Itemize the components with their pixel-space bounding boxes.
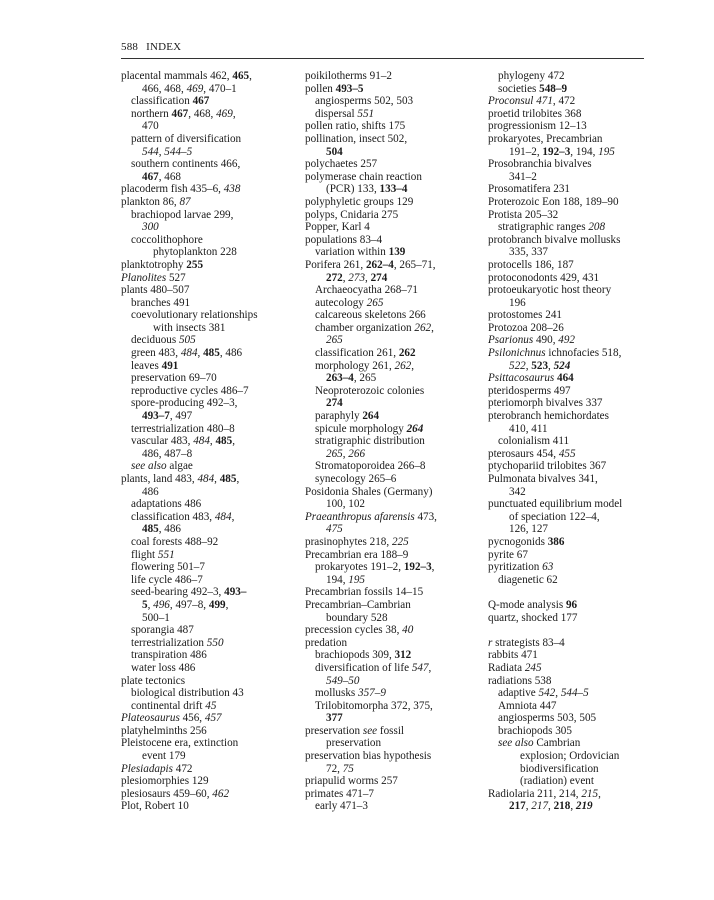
index-line: 485, 486 bbox=[142, 523, 181, 536]
index-line: sporangia 487 bbox=[131, 624, 194, 637]
index-line: 486, 487–8 bbox=[142, 447, 193, 460]
index-line: life cycle 486–7 bbox=[131, 573, 203, 586]
index-line: Prosobranchia bivalves bbox=[488, 158, 592, 171]
index-line: see also algae bbox=[131, 460, 193, 473]
index-line: protoconodonts 429, 431 bbox=[488, 271, 600, 284]
index-line: prokaryotes 191–2, 192–3, bbox=[315, 561, 435, 574]
index-line: plesiosaurs 459–60, 462 bbox=[121, 787, 230, 800]
index-line: 265 bbox=[326, 334, 343, 347]
index-line: pteriomorph bivalves 337 bbox=[488, 397, 603, 410]
index-line: planktotrophy 255 bbox=[121, 258, 204, 271]
index-line: plants 480–507 bbox=[121, 284, 190, 297]
index-line: phytoplankton 228 bbox=[153, 246, 237, 259]
index-line: plesiomorphies 129 bbox=[121, 775, 209, 788]
index-line: mollusks 357–9 bbox=[315, 687, 386, 700]
index-line: 470 bbox=[142, 120, 159, 133]
index-line: Protozoa 208–26 bbox=[488, 321, 564, 334]
index-line: polychaetes 257 bbox=[305, 158, 378, 171]
index-line: 126, 127 bbox=[509, 523, 548, 536]
index-line: radiations 538 bbox=[488, 674, 552, 687]
index-line: r strategists 83–4 bbox=[488, 636, 565, 649]
index-line: colonialism 411 bbox=[498, 435, 570, 448]
index-line: event 179 bbox=[142, 750, 186, 763]
index-line: reproductive cycles 486–7 bbox=[131, 384, 249, 397]
index-line: Plateosaurus 456, 457 bbox=[121, 712, 222, 725]
index-line: stratigraphic ranges 208 bbox=[498, 221, 606, 234]
index-line: classification 467 bbox=[131, 95, 210, 108]
index-line: Posidonia Shales (Germany) bbox=[305, 485, 433, 498]
index-line: spicule morphology 264 bbox=[315, 422, 424, 435]
index-line: preservation bbox=[326, 737, 382, 750]
index-column-2 bbox=[305, 70, 480, 813]
index-line: northern 467, 468, 469, bbox=[131, 107, 236, 120]
index-line: coccolithophore bbox=[131, 233, 203, 246]
index-line: adaptive 542, 544–5 bbox=[498, 687, 589, 700]
index-line: quartz, shocked 177 bbox=[488, 611, 578, 624]
index-line: classification 261, 262 bbox=[315, 347, 416, 360]
index-line: placental mammals 462, 465, bbox=[121, 70, 252, 82]
index-line: biodiversification bbox=[520, 762, 599, 775]
index-line: Proconsul 471, 472 bbox=[488, 95, 576, 108]
index-line: protocells 186, 187 bbox=[488, 258, 574, 271]
index-line: poikilotherms 91–2 bbox=[305, 70, 392, 82]
index-line: pteridosperms 497 bbox=[488, 384, 571, 397]
index-line: with insects 381 bbox=[153, 321, 226, 334]
index-line: punctuated equilibrium model bbox=[488, 498, 623, 511]
index-line: Radiata 245 bbox=[488, 661, 542, 674]
index-line: coal forests 488–92 bbox=[131, 535, 219, 548]
index-line: Plot, Robert 10 bbox=[121, 800, 189, 813]
index-line: preservation 69–70 bbox=[131, 372, 217, 385]
index-line: 486 bbox=[142, 485, 159, 498]
index-line: brachiopod larvae 299, bbox=[131, 208, 234, 221]
index-line: Neoproterozoic colonies bbox=[315, 384, 425, 397]
index-line: 191–2, 192–3, 194, 195 bbox=[509, 145, 615, 158]
index-line: pyrite 67 bbox=[488, 548, 528, 561]
index-line: brachiopods 305 bbox=[498, 724, 572, 737]
index-line: pollen 493–5 bbox=[305, 82, 364, 95]
index-line: primates 471–7 bbox=[305, 787, 374, 800]
index-line: populations 83–4 bbox=[305, 233, 383, 246]
index-line: Psittacosaurus 464 bbox=[488, 372, 574, 385]
index-line: protobranch bivalve mollusks bbox=[488, 233, 621, 246]
index-line: see also Cambrian bbox=[498, 737, 581, 750]
index-line: synecology 265–6 bbox=[315, 473, 397, 485]
index-line: Praeanthropus afarensis 473, bbox=[305, 510, 437, 523]
index-line: pterobranch hemichordates bbox=[488, 410, 609, 423]
index-line: pterosaurs 454, 455 bbox=[488, 447, 576, 460]
index-line: priapulid worms 257 bbox=[305, 775, 398, 788]
index-line: prokaryotes, Precambrian bbox=[488, 132, 603, 145]
index-column-3 bbox=[488, 70, 668, 813]
index-gap bbox=[488, 586, 668, 599]
index-line: prasinophytes 218, 225 bbox=[305, 535, 409, 548]
index-line: Trilobitomorpha 372, 375, bbox=[315, 699, 433, 712]
index-line: water loss 486 bbox=[131, 661, 196, 674]
index-line: preservation see fossil bbox=[305, 724, 405, 737]
index-line: 265, 266 bbox=[326, 447, 366, 460]
index-line: Porifera 261, 262–4, 265–71, bbox=[305, 258, 436, 271]
index-line: (radiation) event bbox=[520, 775, 594, 788]
index-line: flowering 501–7 bbox=[131, 561, 205, 574]
index-line: vascular 483, 484, 485, bbox=[131, 435, 235, 448]
index-line: 549–50 bbox=[326, 674, 360, 687]
index-line: platyhelminths 256 bbox=[121, 724, 207, 737]
index-line: brachiopods 309, 312 bbox=[315, 649, 412, 662]
index-line: Precambrian era 188–9 bbox=[305, 548, 409, 561]
index-line: 274 bbox=[326, 397, 343, 410]
index-line: protoeukaryotic host theory bbox=[488, 284, 612, 297]
index-line: phylogeny 472 bbox=[498, 70, 565, 82]
index-line: branches 491 bbox=[131, 296, 191, 309]
index-line: Pleistocene era, extinction bbox=[121, 737, 239, 750]
index-line: predation bbox=[305, 636, 348, 649]
index-line: morphology 261, 262, bbox=[315, 359, 415, 372]
index-line: protostomes 241 bbox=[488, 309, 562, 322]
index-line: early 471–3 bbox=[315, 800, 368, 813]
index-line: continental drift 45 bbox=[131, 699, 217, 712]
index-line: 341–2 bbox=[509, 170, 537, 183]
index-line: 217, 217, 218, 219 bbox=[509, 800, 593, 813]
index-line: placoderm fish 435–6, 438 bbox=[121, 183, 241, 196]
index-line: seed-bearing 492–3, 493– bbox=[131, 586, 247, 599]
index-line: Proterozoic Eon 188, 189–90 bbox=[488, 195, 619, 208]
index-line: Prosomatifera 231 bbox=[488, 183, 570, 196]
index-line: terrestrialization 550 bbox=[131, 636, 224, 649]
header-title: INDEX bbox=[146, 41, 182, 53]
index-line: angiosperms 502, 503 bbox=[315, 95, 414, 108]
index-line: pycnogonids 386 bbox=[488, 535, 565, 548]
index-line: autecology 265 bbox=[315, 296, 384, 309]
index-line: Q-mode analysis 96 bbox=[488, 598, 578, 611]
index-line: biological distribution 43 bbox=[131, 687, 244, 700]
index-line: chamber organization 262, bbox=[315, 321, 434, 334]
index-line: preservation bias hypothesis bbox=[305, 750, 432, 763]
index-line: ptychopariid trilobites 367 bbox=[488, 460, 607, 473]
index-line: deciduous 505 bbox=[131, 334, 196, 347]
index-line: polyphyletic groups 129 bbox=[305, 195, 414, 208]
index-line: 72, 75 bbox=[326, 762, 354, 775]
index-line: 100, 102 bbox=[326, 498, 365, 511]
index-line: calcareous skeletons 266 bbox=[315, 309, 426, 322]
index-line: polyps, Cnidaria 275 bbox=[305, 208, 399, 221]
index-line: Plesiadapis 472 bbox=[121, 762, 193, 775]
index-line: transpiration 486 bbox=[131, 649, 207, 662]
index-line: (PCR) 133, 133–4 bbox=[326, 183, 408, 196]
index-line: 196 bbox=[509, 296, 526, 309]
index-line: variation within 139 bbox=[315, 246, 406, 259]
index-line: Precambrian–Cambrian bbox=[305, 598, 411, 611]
index-line: Psilonichnus ichnofacies 518, bbox=[488, 347, 622, 360]
index-line: Amniota 447 bbox=[498, 699, 557, 712]
index-line: Precambrian fossils 14–15 bbox=[305, 586, 424, 599]
index-line: precession cycles 38, 40 bbox=[305, 624, 414, 637]
index-line: explosion; Ordovician bbox=[520, 750, 620, 763]
index-line: plankton 86, 87 bbox=[121, 195, 191, 208]
index-column-1 bbox=[121, 70, 291, 813]
index-line: 194, 195 bbox=[326, 573, 365, 586]
index-line: flight 551 bbox=[131, 548, 175, 561]
index-line: Archaeocyatha 268–71 bbox=[315, 284, 419, 297]
index-line: 335, 337 bbox=[509, 246, 548, 259]
index-line: pollination, insect 502, bbox=[305, 132, 408, 145]
index-line: diagenetic 62 bbox=[498, 573, 558, 586]
index-line: boundary 528 bbox=[326, 611, 388, 624]
index-line: Psarionus 490, 492 bbox=[488, 334, 575, 347]
index-line: paraphyly 264 bbox=[315, 410, 380, 423]
index-line: stratigraphic distribution bbox=[315, 435, 425, 448]
index-line: proetid trilobites 368 bbox=[488, 107, 582, 120]
index-line: progressionism 12–13 bbox=[488, 120, 587, 133]
page-number: 588 bbox=[121, 41, 139, 53]
index-line: pollen ratio, shifts 175 bbox=[305, 120, 406, 133]
index-line: 5, 496, 497–8, 499, bbox=[142, 598, 229, 611]
index-line: 500–1 bbox=[142, 611, 170, 624]
index-line: dispersal 551 bbox=[315, 107, 375, 120]
index-line: diversification of life 547, bbox=[315, 661, 432, 674]
index-line: classification 483, 484, bbox=[131, 510, 235, 523]
index-line: of speciation 122–4, bbox=[509, 510, 600, 523]
index-line: 377 bbox=[326, 712, 343, 725]
index-line: pyritization 63 bbox=[488, 561, 554, 574]
index-line: 493–7, 497 bbox=[142, 410, 193, 423]
index-line: angiosperms 503, 505 bbox=[498, 712, 597, 725]
index-line: southern continents 466, bbox=[131, 158, 241, 171]
index-line: adaptations 486 bbox=[131, 498, 202, 511]
index-line: coevolutionary relationships bbox=[131, 309, 258, 322]
index-line: spore-producing 492–3, bbox=[131, 397, 238, 410]
index-line: 300 bbox=[142, 221, 159, 234]
index-line: Stromatoporoidea 266–8 bbox=[315, 460, 426, 473]
index-line: pattern of diversification bbox=[131, 132, 242, 145]
index-line: 504 bbox=[326, 145, 343, 158]
index-line: plate tectonics bbox=[121, 674, 186, 687]
index-gap bbox=[488, 624, 668, 637]
index-line: 342 bbox=[509, 485, 526, 498]
index-line: 263–4, 265 bbox=[326, 372, 377, 385]
index-line: 272, 273, 274 bbox=[326, 271, 388, 284]
index-line: plants, land 483, 484, 485, bbox=[121, 473, 240, 485]
running-header bbox=[121, 41, 643, 53]
header-rule bbox=[121, 58, 644, 59]
index-line: 466, 468, 469, 470–1 bbox=[142, 82, 237, 95]
index-line: 522, 523, 524 bbox=[509, 359, 571, 372]
index-line: Popper, Karl 4 bbox=[305, 221, 370, 234]
index-line: leaves 491 bbox=[131, 359, 179, 372]
index-line: green 483, 484, 485, 486 bbox=[131, 347, 243, 360]
index-line: Planolites 527 bbox=[121, 271, 186, 284]
index-line: 410, 411 bbox=[509, 422, 548, 435]
index-line: Radiolaria 211, 214, 215, bbox=[488, 787, 601, 800]
index-line: 544, 544–5 bbox=[142, 145, 193, 158]
index-line: terrestrialization 480–8 bbox=[131, 422, 235, 435]
index-line: 475 bbox=[326, 523, 343, 536]
index-line: Protista 205–32 bbox=[488, 208, 559, 221]
index-line: societies 548–9 bbox=[498, 82, 568, 95]
index-line: Pulmonata bivalves 341, bbox=[488, 473, 598, 485]
index-line: polymerase chain reaction bbox=[305, 170, 422, 183]
index-line: 467, 468 bbox=[142, 170, 181, 183]
index-line: rabbits 471 bbox=[488, 649, 538, 662]
